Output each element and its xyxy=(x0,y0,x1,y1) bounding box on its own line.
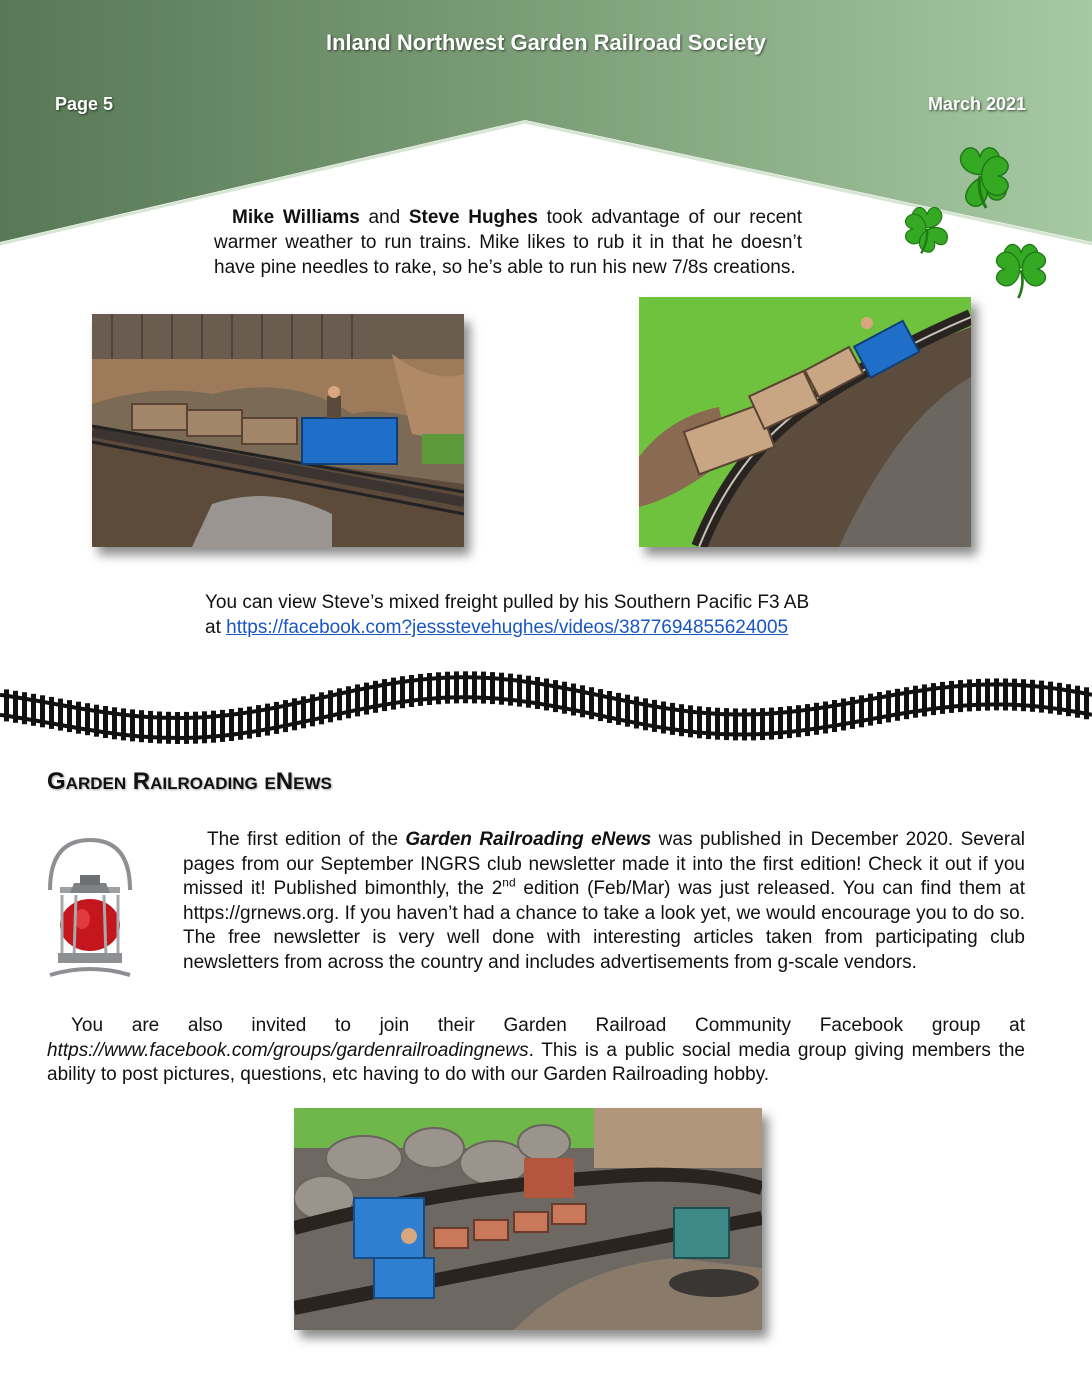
photo-layout-locomotives xyxy=(294,1108,762,1330)
railroad-lantern-icon xyxy=(40,835,140,980)
section-title: Garden Railroading eNews xyxy=(47,768,332,795)
issue-date: March 2021 xyxy=(927,94,1026,114)
enews-paragraph: The first edition of the Garden Railroading eNews was published in December 2020. Several pages from our September INGRS club newsletter made it into the first edition! Check it out if you missed it! Published bimonthly, the 2nd edition (Feb/Mar) was just released. You can find them at https://grnews.org. If you haven’t had a chance to take a look yet, we would encourage you to do so. The free newsletter is very well done with interesting articles taken from participating club newsletters from across the country and includes advertisements from g-scale vendors. xyxy=(183,829,1026,973)
clover-icon xyxy=(898,200,956,258)
facebook-video-link[interactable]: https://facebook.com?jessstevehughes/videos/3877694855624005 xyxy=(226,617,789,638)
newsletter-title: Inland Northwest Garden Railroad Society xyxy=(325,30,767,55)
member-name: Steve Hughes xyxy=(408,207,538,228)
intro-paragraph: Mike Williams and Steve Hughes took advantage of our recent warmer weather to run trains. Mike likes to rub it in that he doesn’t have pine needles to rake, so he’s able to run his new 7/8s creations. xyxy=(214,207,803,278)
photo-mike-train xyxy=(92,314,464,547)
facebook-group-url: https://www.facebook.com/groups/gardenrailroadingnews xyxy=(47,1039,529,1061)
member-name: Mike Williams xyxy=(232,207,360,228)
facebook-group-paragraph: You are also invited to join their Garden Railroad Community Facebook group at https://www.facebook.com/groups/gardenrailroadingnews. This is a public social media group giving members the ability to post pictures, questions, etc having to do with our Garden Railroading hobby. xyxy=(47,1015,1025,1086)
publication-name: Garden Railroading eNews xyxy=(405,829,652,850)
railroad-track-divider xyxy=(0,660,1092,770)
photo-mike-train-curve xyxy=(639,297,971,547)
clover-icon xyxy=(988,236,1054,302)
video-caption: You can view Steve’s mixed freight pulled by his Southern Pacific F3 AB at https://facebook.com?jessstevehughes/videos/3877694855624005 xyxy=(205,592,810,638)
page-number: Page 5 xyxy=(55,94,114,114)
